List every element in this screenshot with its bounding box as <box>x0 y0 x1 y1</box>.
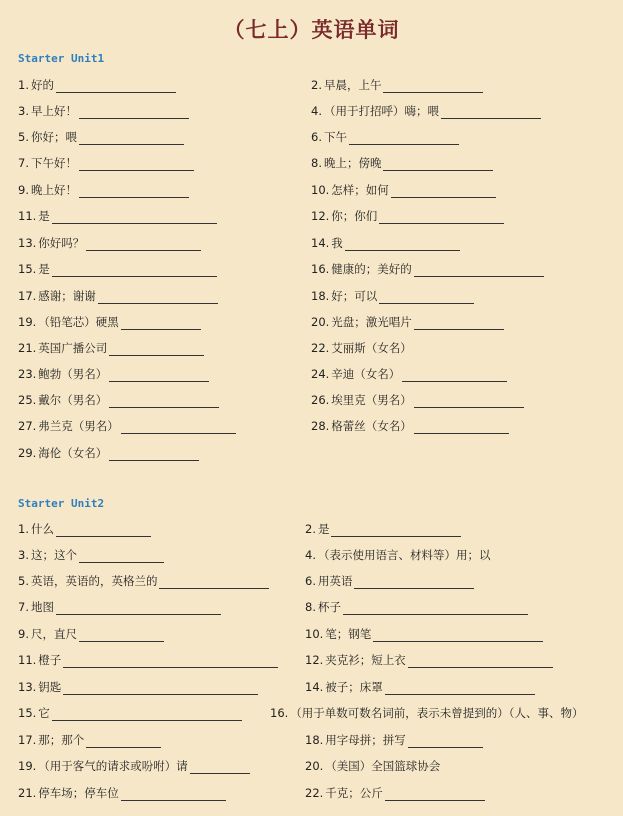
item-meaning: 钥匙 <box>38 680 62 694</box>
item-number: 10. <box>311 183 330 197</box>
item-meaning: 艾丽斯（女名） <box>331 341 412 355</box>
answer-blank[interactable] <box>379 211 504 224</box>
item-number: 18. <box>311 289 330 303</box>
item-number: 5. <box>18 574 29 588</box>
item-number: 3. <box>18 104 29 118</box>
item-number: 3. <box>18 548 29 562</box>
item-number: 8. <box>305 600 316 614</box>
item-number: 15. <box>18 706 37 720</box>
answer-blank[interactable] <box>79 158 194 171</box>
vocab-item <box>311 103 541 119</box>
vocab-item <box>305 785 485 801</box>
vocab-item <box>311 288 474 304</box>
answer-blank[interactable] <box>56 80 176 93</box>
answer-blank[interactable] <box>402 369 507 382</box>
item-number: 12. <box>305 653 324 667</box>
vocab-item <box>18 103 189 119</box>
vocab-item <box>305 679 535 695</box>
item-number: 1. <box>18 78 29 92</box>
answer-blank[interactable] <box>373 629 543 642</box>
item-meaning: 弗兰克（男名） <box>38 419 119 433</box>
item-number: 9. <box>18 627 29 641</box>
item-meaning: 好的 <box>30 78 54 92</box>
item-meaning: 晚上好！ <box>30 183 77 197</box>
item-meaning: 好；可以 <box>331 289 378 303</box>
answer-blank[interactable] <box>190 761 250 774</box>
item-number: 2. <box>311 78 322 92</box>
vocab-item <box>305 732 483 748</box>
vocab-item <box>305 652 553 668</box>
answer-blank[interactable] <box>408 655 553 668</box>
vocab-item <box>311 340 412 356</box>
item-meaning: 用英语 <box>317 574 353 588</box>
item-meaning: 你好吗？ <box>38 236 85 250</box>
item-number: 20. <box>305 759 324 773</box>
item-meaning: 晚上；傍晚 <box>323 156 382 170</box>
vocab-item <box>311 208 504 224</box>
vocab-item <box>18 758 250 774</box>
unit1-heading: Starter Unit1 <box>18 52 105 65</box>
answer-blank[interactable] <box>121 421 236 434</box>
item-meaning: 英国广播公司 <box>38 341 108 355</box>
item-number: 10. <box>305 627 324 641</box>
item-meaning: （用于客气的请求或吩咐）请 <box>38 759 188 773</box>
item-meaning: 那；那个 <box>38 733 85 747</box>
vocab-item <box>305 599 528 615</box>
item-meaning: 感谢；谢谢 <box>38 289 96 303</box>
vocab-item <box>18 155 194 171</box>
item-number: 19. <box>18 315 37 329</box>
item-number: 13. <box>18 680 37 694</box>
answer-blank[interactable] <box>121 317 201 330</box>
item-meaning: 地图 <box>30 600 54 614</box>
item-number: 26. <box>311 393 330 407</box>
vocab-item <box>18 208 217 224</box>
vocab-item <box>305 626 543 642</box>
item-number: 25. <box>18 393 37 407</box>
answer-blank[interactable] <box>56 602 221 615</box>
item-meaning: 健康的；美好的 <box>331 262 412 276</box>
item-meaning: （铅笔芯）硬黑 <box>38 315 119 329</box>
vocab-item <box>18 340 204 356</box>
vocab-item <box>18 785 226 801</box>
vocab-item <box>311 235 460 251</box>
item-number: 4. <box>305 548 316 562</box>
item-meaning: 杯子 <box>317 600 341 614</box>
item-number: 22. <box>305 786 324 800</box>
item-meaning: 我 <box>331 236 343 250</box>
item-number: 19. <box>18 759 37 773</box>
vocab-item <box>305 573 474 589</box>
item-number: 8. <box>311 156 322 170</box>
item-meaning: 戴尔（男名） <box>38 393 108 407</box>
item-number: 12. <box>311 209 330 223</box>
answer-blank[interactable] <box>98 291 218 304</box>
item-meaning: 下午好！ <box>30 156 77 170</box>
item-number: 6. <box>311 130 322 144</box>
answer-blank[interactable] <box>354 576 474 589</box>
item-number: 20. <box>311 315 330 329</box>
vocab-item <box>305 547 490 563</box>
answer-blank[interactable] <box>331 524 461 537</box>
answer-blank[interactable] <box>79 185 189 198</box>
item-number: 22. <box>311 341 330 355</box>
item-number: 7. <box>18 156 29 170</box>
answer-blank[interactable] <box>109 448 199 461</box>
vocab-item <box>18 547 164 563</box>
vocab-item <box>18 129 184 145</box>
item-number: 17. <box>18 733 37 747</box>
vocab-item <box>18 521 151 537</box>
answer-blank[interactable] <box>109 369 209 382</box>
item-number: 6. <box>305 574 316 588</box>
item-meaning: 笔；钢笔 <box>325 627 372 641</box>
vocab-item <box>18 679 258 695</box>
answer-blank[interactable] <box>383 158 493 171</box>
item-number: 29. <box>18 446 37 460</box>
vocab-item <box>18 261 217 277</box>
vocab-item <box>18 235 201 251</box>
item-meaning: （表示使用语言、材料等）用；以 <box>317 548 491 562</box>
vocab-item <box>18 573 269 589</box>
item-meaning: 它 <box>38 706 50 720</box>
item-number: 28. <box>311 419 330 433</box>
answer-blank[interactable] <box>79 132 184 145</box>
item-meaning: 下午 <box>323 130 347 144</box>
item-meaning: 英语，英语的，英格兰的 <box>30 574 158 588</box>
answer-blank[interactable] <box>385 682 535 695</box>
item-number: 21. <box>18 341 37 355</box>
answer-blank[interactable] <box>343 602 528 615</box>
answer-blank[interactable] <box>414 421 509 434</box>
item-number: 13. <box>18 236 37 250</box>
item-meaning: 橙子 <box>38 653 62 667</box>
answer-blank[interactable] <box>441 106 541 119</box>
unit2-heading: Starter Unit2 <box>18 497 105 510</box>
item-meaning: 早晨，上午 <box>323 78 382 92</box>
item-meaning: 是 <box>38 209 50 223</box>
item-number: 23. <box>18 367 37 381</box>
item-number: 5. <box>18 130 29 144</box>
vocab-item <box>311 261 544 277</box>
item-number: 2. <box>305 522 316 536</box>
item-number: 21. <box>18 786 37 800</box>
vocab-item <box>18 366 209 382</box>
item-meaning: （用于单数可数名词前，表示未曾提到的）（人、事、物） <box>290 706 584 720</box>
answer-blank[interactable] <box>408 735 483 748</box>
answer-blank[interactable] <box>121 788 226 801</box>
answer-blank[interactable] <box>414 317 504 330</box>
answer-blank[interactable] <box>63 655 278 668</box>
item-meaning: 格蕾丝（女名） <box>331 419 412 433</box>
answer-blank[interactable] <box>56 524 151 537</box>
answer-blank[interactable] <box>349 132 459 145</box>
vocab-item <box>18 314 201 330</box>
vocab-item <box>18 418 236 434</box>
vocab-item <box>311 77 483 93</box>
vocab-item <box>311 182 496 198</box>
answer-blank[interactable] <box>52 211 217 224</box>
answer-blank[interactable] <box>385 788 485 801</box>
item-number: 9. <box>18 183 29 197</box>
answer-blank[interactable] <box>109 395 219 408</box>
item-meaning: 千克；公斤 <box>325 786 383 800</box>
item-meaning: （美国）全国篮球协会 <box>325 759 441 773</box>
vocab-item <box>18 392 219 408</box>
vocab-item <box>311 392 524 408</box>
item-meaning: 停车场；停车位 <box>38 786 119 800</box>
item-meaning: 埃里克（男名） <box>331 393 412 407</box>
answer-blank[interactable] <box>414 264 544 277</box>
item-number: 14. <box>311 236 330 250</box>
item-meaning: 什么 <box>30 522 54 536</box>
item-meaning: 鲍勃（男名） <box>38 367 108 381</box>
vocab-item <box>18 445 199 461</box>
answer-blank[interactable] <box>379 291 474 304</box>
answer-blank[interactable] <box>63 682 258 695</box>
vocab-item <box>18 732 161 748</box>
item-number: 24. <box>311 367 330 381</box>
item-meaning: 光盘；激光唱片 <box>331 315 412 329</box>
item-meaning: 用字母拼；拼写 <box>325 733 406 747</box>
answer-blank[interactable] <box>414 395 524 408</box>
vocab-item <box>270 705 584 721</box>
item-meaning: 是 <box>317 522 330 536</box>
vocab-item <box>18 182 189 198</box>
vocab-item <box>311 366 507 382</box>
vocab-item <box>305 758 440 774</box>
vocab-item <box>18 626 164 642</box>
vocab-item <box>311 155 493 171</box>
item-number: 16. <box>270 706 289 720</box>
item-meaning: 这；这个 <box>30 548 77 562</box>
item-meaning: 海伦（女名） <box>38 446 108 460</box>
item-meaning: 你；你们 <box>331 209 378 223</box>
vocab-item <box>311 314 504 330</box>
item-number: 17. <box>18 289 37 303</box>
item-meaning: 辛迪（女名） <box>331 367 401 381</box>
item-number: 27. <box>18 419 37 433</box>
vocab-item <box>18 599 221 615</box>
item-number: 16. <box>311 262 330 276</box>
answer-blank[interactable] <box>52 264 217 277</box>
item-number: 15. <box>18 262 37 276</box>
vocab-item <box>311 418 509 434</box>
item-meaning: 你好；喂 <box>30 130 77 144</box>
item-number: 11. <box>18 653 37 667</box>
item-number: 7. <box>18 600 29 614</box>
item-number: 14. <box>305 680 324 694</box>
item-meaning: （用于打招呼）嗨；喂 <box>323 104 439 118</box>
answer-blank[interactable] <box>391 185 496 198</box>
vocab-item <box>305 521 461 537</box>
answer-blank[interactable] <box>159 576 269 589</box>
answer-blank[interactable] <box>52 708 242 721</box>
item-meaning: 早上好！ <box>30 104 77 118</box>
item-number: 11. <box>18 209 37 223</box>
item-number: 18. <box>305 733 324 747</box>
page-title: （七上）英语单词 <box>223 18 400 42</box>
answer-blank[interactable] <box>79 106 189 119</box>
answer-blank[interactable] <box>79 629 164 642</box>
vocab-item <box>18 288 218 304</box>
vocab-item <box>18 705 242 721</box>
item-meaning: 尺，直尺 <box>30 627 77 641</box>
item-number: 1. <box>18 522 29 536</box>
answer-blank[interactable] <box>86 238 201 251</box>
vocab-item <box>18 77 176 93</box>
answer-blank[interactable] <box>86 735 161 748</box>
answer-blank[interactable] <box>79 550 164 563</box>
item-meaning: 被子；床罩 <box>325 680 383 694</box>
item-meaning: 怎样；如何 <box>331 183 389 197</box>
item-meaning: 是 <box>38 262 50 276</box>
vocab-item <box>18 652 278 668</box>
answer-blank[interactable] <box>109 343 204 356</box>
answer-blank[interactable] <box>345 238 460 251</box>
item-meaning: 夹克衫；短上衣 <box>325 653 406 667</box>
answer-blank[interactable] <box>383 80 483 93</box>
item-number: 4. <box>311 104 322 118</box>
vocab-item <box>311 129 459 145</box>
